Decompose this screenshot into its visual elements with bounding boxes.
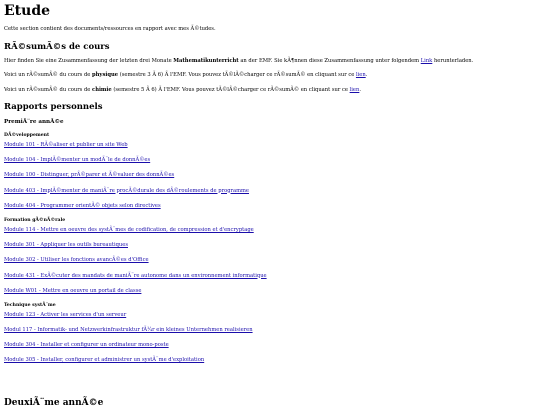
resume-chimie-subject: chimie <box>92 86 112 93</box>
resume-physique-subject: physique <box>92 72 119 78</box>
resume-physique-link[interactable]: lien <box>355 72 366 78</box>
sys-module-list <box>4 312 536 364</box>
resume-chimie-post: (semestre 5 Ã 6) Ã l'EMF. Vous pouvez tÃ©lÃ©charger ce rÃ©sumÃ© en cliquant sur ce <box>111 86 350 93</box>
module-link[interactable]: Module 404 - Programmer orientÃ© objets selon directives <box>4 202 161 209</box>
module-link[interactable]: Module 114 - Mettre en oeuvre des systÃ¨mes de codification, de compression et d'encryptage <box>4 226 254 233</box>
module-link[interactable]: Module 403 - ImplÃ©menter de maniÃ¨re procÃ©durale des dÃ©roulements de programme <box>4 187 250 194</box>
resume-math-link[interactable]: Link <box>420 57 433 64</box>
resume-math-pre: Hier finden Sie eine Zusammenfassung der letzten drei Monate <box>4 57 174 64</box>
module-link[interactable]: Module 104 - ImplÃ©menter un modÃ¨le de donnÃ©es <box>4 157 151 164</box>
year-heading: PremiÃ¨re annÃ©e <box>4 119 64 125</box>
module-link[interactable]: Module 304 - Installer et configurer un ordinateur mono-poste <box>4 342 169 349</box>
module-link[interactable]: Module 123 - Activer les services d'un serveur <box>4 311 127 318</box>
resume-physique-pre: Voici un rÃ©sumÃ© du cours de <box>4 72 93 78</box>
dev-module-list <box>4 142 536 209</box>
resume-math-end: herunterladen. <box>432 57 474 64</box>
resume-math-paragraph <box>4 58 536 65</box>
resume-math-subject: Mathematikunterricht <box>173 57 239 64</box>
page-title: Etude <box>4 3 51 19</box>
resume-chimie-link[interactable]: lien <box>349 86 360 93</box>
module-link[interactable]: Module 301 - Appliquer les outils bureautiques <box>4 242 128 249</box>
gen-heading: Formation gÃ©nÃ©rale <box>4 217 66 223</box>
resumes-heading: RÃ©sumÃ©s de cours <box>4 41 110 52</box>
next-year-heading: DeuxiÃ¨me annÃ©e <box>4 398 104 408</box>
resume-chimie-paragraph <box>4 87 536 94</box>
rapports-heading: Rapports personnels <box>4 102 103 112</box>
module-link[interactable]: Module 431 - ExÃ©cuter des mandats de maniÃ¨re autonome dans un environnement informatique <box>4 272 267 279</box>
resume-physique-post: (semestre 3 Ã 6) Ã l'EMF. Vous pouvez tÃ©lÃ©charger ce rÃ©sumÃ© en cliquant sur ce <box>118 72 356 78</box>
resume-physique-end: . <box>365 72 368 78</box>
module-link[interactable]: Modul 117 - Informatik- und Netzwerkinfrastruktur fÃ¼r ein kleines Unternehmen realisieren <box>4 327 253 334</box>
sys-heading: Technique systÃ¨me <box>4 302 56 308</box>
resume-math-post: an der EMF. Sie kÃ¶nnen diese Zusammenfassung unter folgendem <box>238 57 421 64</box>
intro-text: Cette section contient des documents/ressources en rapport avec mes Ã©tudes. <box>4 26 216 32</box>
module-link[interactable]: Module W01 - Mettre en oeuvre un portail de classe <box>4 287 142 294</box>
dev-heading: DÃ©veloppement <box>4 133 50 138</box>
module-link[interactable]: Module 302 - Utiliser les fonctions avancÃ©es d'Office <box>4 257 149 264</box>
resume-chimie-end: . <box>359 86 361 93</box>
module-link[interactable]: Module 101 - RÃ©aliser et publier un site Web <box>4 142 128 148</box>
resume-physique-paragraph <box>4 72 536 79</box>
module-link[interactable]: Module 305 - Installer, configurer et administrer un systÃ¨me d'exploitation <box>4 357 205 364</box>
gen-module-list <box>4 227 536 294</box>
resume-chimie-pre: Voici un rÃ©sumÃ© du cours de <box>4 86 93 93</box>
module-link[interactable]: Module 100 - Distinguer, prÃ©parer et Ã©valuer des donnÃ©es <box>4 172 175 179</box>
